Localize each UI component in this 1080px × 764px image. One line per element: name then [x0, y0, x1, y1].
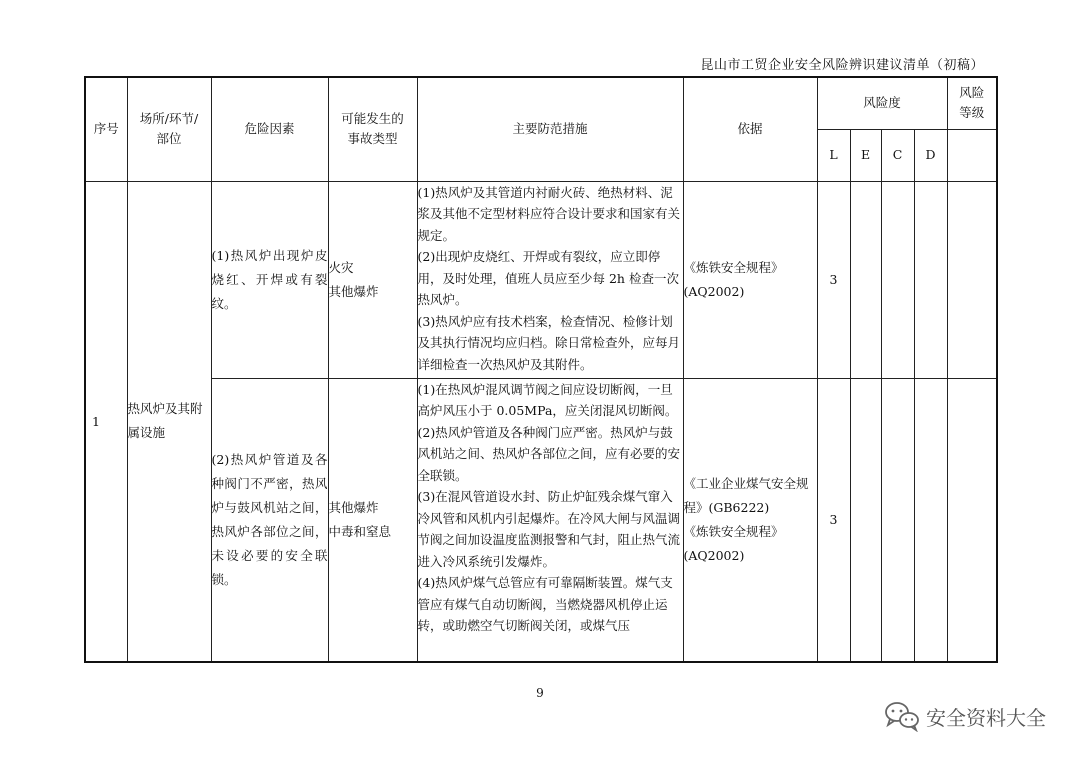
row-E-value — [850, 378, 881, 662]
row-C-value — [881, 378, 914, 662]
row-basis — [683, 378, 817, 662]
row-D-value — [914, 378, 947, 662]
header-E: E — [850, 129, 881, 181]
measure-item: (4)热风炉煤气总管应有可靠隔断装置。煤气支管应有煤气自动切断阀，当燃烧器风机停止运转，或助燃空气切断阀关闭，或煤气压 — [417, 575, 673, 633]
wechat-icon — [884, 700, 920, 732]
header-row-1 — [85, 77, 997, 129]
basis-item: 《炼铁安全规程》 — [683, 259, 784, 275]
row-D-value — [914, 181, 947, 378]
header-basis: 依据 — [683, 77, 817, 181]
page-number: 9 — [536, 686, 544, 700]
header-risk-level: 风险等级 — [947, 77, 997, 129]
row-accident-type — [328, 378, 417, 662]
header-seq: 序号 — [85, 77, 127, 181]
row-hazard: (1)热风炉出现炉皮烧红、开焊或有裂纹。 — [211, 181, 328, 378]
row-location: 热风炉及其附属设施 — [127, 181, 211, 662]
measure-item: (3)在混风管道设水封、防止炉缸残余煤气窜入冷风管和风机内引起爆炸。在冷风大闸与风温调节阀之间加设温度监测报警和气封，阻止热气流进入冷风系统引发爆炸。 — [417, 489, 681, 569]
row-basis — [683, 181, 817, 378]
accident-type-item: 火灾 — [328, 259, 354, 275]
document-header-title: 昆山市工贸企业安全风险辨识建议清单（初稿） — [700, 58, 984, 73]
row-accident-type — [328, 181, 417, 378]
header-location: 场所/环节/部位 — [127, 77, 211, 181]
header-risk-level-blank — [947, 129, 997, 181]
header-L: L — [817, 129, 850, 181]
header-measures: 主要防范措施 — [417, 77, 683, 181]
table-row — [85, 181, 997, 378]
basis-item: 《炼铁安全规程》(AQ2002) — [683, 523, 784, 563]
accident-type-item: 中毒和窒息 — [328, 523, 392, 539]
row-measures — [417, 378, 683, 662]
row-seq: 1 — [85, 181, 127, 662]
header-risk-degree: 风险度 — [817, 77, 947, 129]
measure-item: (1)热风炉及其管道内衬耐火砖、绝热材料、泥浆及其他不定型材料应符合设计要求和国家有关规定。 — [417, 184, 681, 243]
basis-item: (AQ2002) — [683, 283, 745, 299]
row-C-value — [881, 181, 914, 378]
header-hazard: 危险因素 — [211, 77, 328, 181]
header-D: D — [914, 129, 947, 181]
header-accident-type: 可能发生的事故类型 — [328, 77, 417, 181]
row-E-value — [850, 181, 881, 378]
watermark-text: 安全资料大全 — [926, 705, 1046, 730]
row-measures — [417, 181, 683, 378]
measure-item: (1)在热风炉混风调节阀之间应设切断阀，一旦高炉风压小于 0.05MPa，应关闭混风切断阀。 — [417, 381, 678, 418]
row-L-value: 3 — [817, 181, 850, 378]
measure-item: (2)热风炉管道及各种阀门应严密。热风炉与鼓风机站之间、热风炉各部位之间，应有必要的安全联锁。 — [417, 424, 681, 483]
table-row — [85, 378, 997, 662]
basis-item: 《工业企业煤气安全规程》(GB6222) — [683, 475, 809, 515]
row-hazard: (2)热风炉管道及各种阀门不严密，热风炉与鼓风机站之间，热风炉各部位之间，未设必要的安全联锁。 — [211, 378, 328, 662]
measure-item: (3)热风炉应有技术档案，检查情况、检修计划及其执行情况均应归档。除日常检查外，应每月详细检查一次热风炉及其附件。 — [417, 313, 681, 372]
row-L-value: 3 — [817, 378, 850, 662]
row-risk-level — [947, 378, 997, 662]
risk-identification-table — [84, 76, 998, 663]
measure-item: (2)出现炉皮烧红、开焊或有裂纹，应立即停用，及时处理，值班人员应至少每 2h 检查一次热风炉。 — [417, 249, 679, 307]
accident-type-item: 其他爆炸 — [328, 499, 379, 515]
row-risk-level — [947, 181, 997, 378]
accident-type-item: 其他爆炸 — [328, 283, 379, 299]
header-C: C — [881, 129, 914, 181]
watermark — [884, 700, 1046, 732]
